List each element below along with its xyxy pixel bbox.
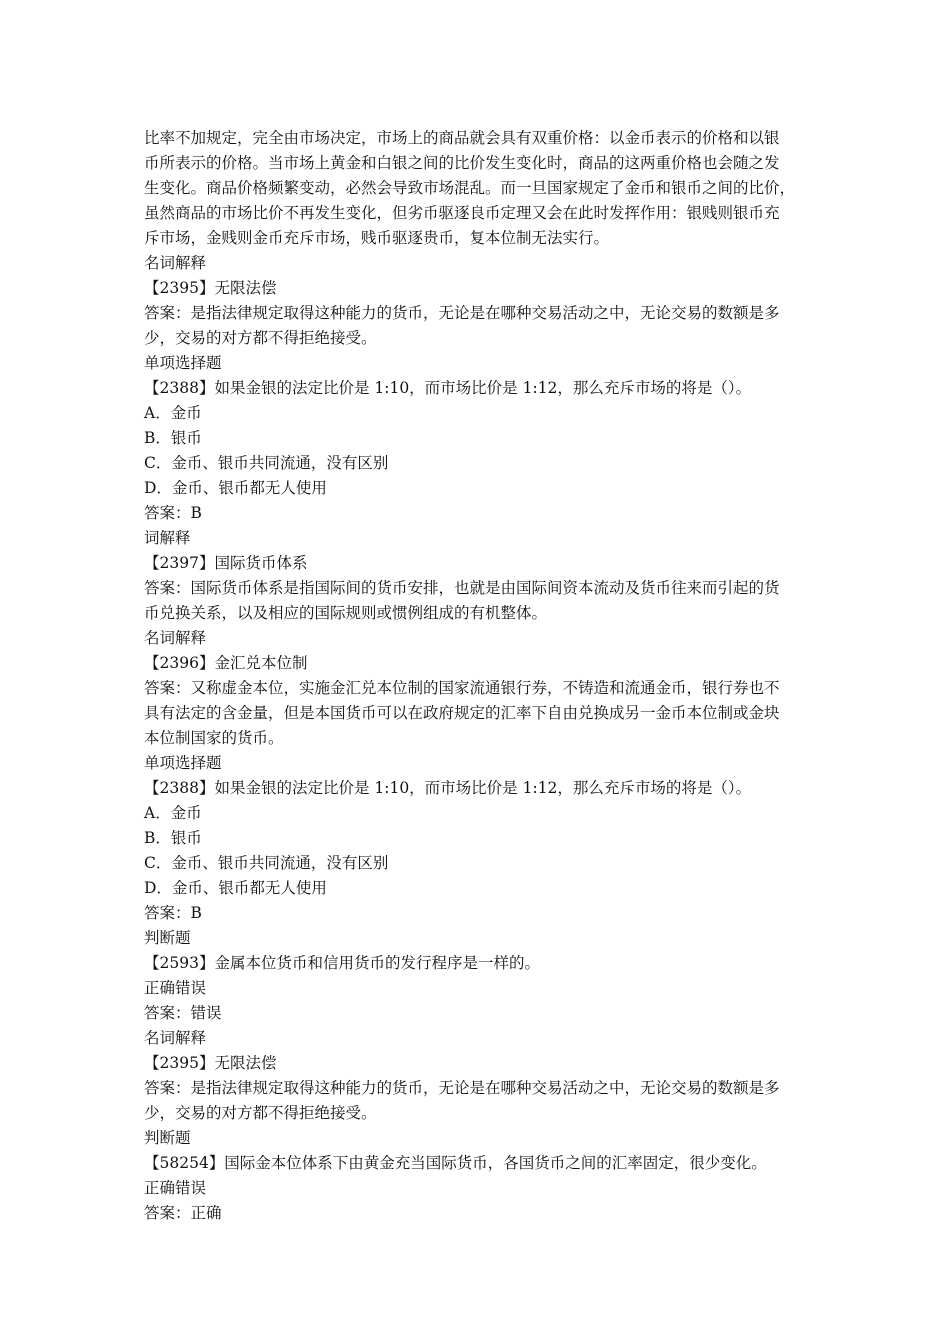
answer-paragraph	[144, 576, 816, 626]
answer-line: 答案：错误	[144, 1004, 222, 1022]
question-heading: 【2396】金汇兑本位制	[144, 654, 308, 672]
paragraph-line: 币兑换关系，以及相应的国际规则或惯例组成的有机整体。	[144, 604, 548, 622]
paragraph-line: 比率不加规定，完全由市场决定，市场上的商品就会具有双重价格：以金币表示的价格和以银	[144, 129, 780, 147]
true-false-options: 正确错误	[144, 1179, 207, 1197]
paragraph-line: 币所表示的价格。当市场上黄金和白银之间的比价发生变化时，商品的这两重价格也会随之发	[144, 154, 780, 172]
question-heading: 【2388】如果金银的法定比价是 1:10，而市场比价是 1:12，那么充斥市场的将是（）。	[144, 779, 752, 797]
true-false-options: 正确错误	[144, 979, 207, 997]
section-label: 判断题	[144, 1129, 191, 1147]
question-heading: 【2388】如果金银的法定比价是 1:10，而市场比价是 1:12，那么充斥市场的将是（）。	[144, 379, 752, 397]
option-item: A．金币	[144, 804, 202, 822]
option-item: A．金币	[144, 404, 202, 422]
answer-paragraph	[144, 301, 816, 351]
paragraph-line: 答案：是指法律规定取得这种能力的货币，无论是在哪种交易活动之中，无论交易的数额是多	[144, 1079, 780, 1097]
section-label: 单项选择题	[144, 754, 222, 772]
question-heading: 【2395】无限法偿	[144, 1054, 277, 1072]
paragraph-line: 生变化。商品价格频繁变动，必然会导致市场混乱。而一旦国家规定了金币和银币之间的比价，	[144, 179, 796, 197]
paragraph-line: 答案：又称虚金本位，实施金汇兑本位制的国家流通银行券，不铸造和流通金币，银行券也不	[144, 679, 780, 697]
text-paragraph	[144, 126, 816, 251]
answer-line: 答案：B	[144, 504, 202, 522]
paragraph-line: 少，交易的对方都不得拒绝接受。	[144, 1104, 377, 1122]
answer-line: 答案：B	[144, 904, 202, 922]
question-heading: 【2395】无限法偿	[144, 279, 277, 297]
option-item: D．金币、银币都无人使用	[144, 879, 327, 897]
section-label: 名词解释	[144, 254, 207, 272]
option-item: C．金币、银币共同流通，没有区别	[144, 454, 389, 472]
question-heading: 【2593】金属本位货币和信用货币的发行程序是一样的。	[144, 954, 540, 972]
paragraph-line: 虽然商品的市场比价不再发生变化，但劣币驱逐良币定理又会在此时发挥作用：银贱则银币充	[144, 204, 780, 222]
option-item: B．银币	[144, 829, 202, 847]
answer-paragraph	[144, 1076, 816, 1126]
section-label: 单项选择题	[144, 354, 222, 372]
paragraph-line: 答案：国际货币体系是指国际间的货币安排，也就是由国际间资本流动及货币往来而引起的货	[144, 579, 780, 597]
document-page	[144, 126, 816, 1226]
paragraph-line: 具有法定的含金量，但是本国货币可以在政府规定的汇率下自由兑换成另一金币本位制或金块	[144, 704, 780, 722]
answer-line: 答案：正确	[144, 1204, 222, 1222]
option-item: B．银币	[144, 429, 202, 447]
answer-paragraph	[144, 676, 816, 751]
option-item: C．金币、银币共同流通，没有区别	[144, 854, 389, 872]
paragraph-line: 本位制国家的货币。	[144, 729, 284, 747]
question-heading: 【2397】国际货币体系	[144, 554, 308, 572]
option-item: D．金币、银币都无人使用	[144, 479, 327, 497]
section-label: 名词解释	[144, 1029, 207, 1047]
paragraph-line: 少，交易的对方都不得拒绝接受。	[144, 329, 377, 347]
section-label: 判断题	[144, 929, 191, 947]
paragraph-line: 答案：是指法律规定取得这种能力的货币，无论是在哪种交易活动之中，无论交易的数额是多	[144, 304, 780, 322]
question-heading: 【58254】国际金本位体系下由黄金充当国际货币，各国货币之间的汇率固定，很少变化。	[144, 1154, 767, 1172]
paragraph-line: 斥市场，金贱则金币充斥市场，贱币驱逐贵币，复本位制无法实行。	[144, 229, 610, 247]
section-label: 名词解释	[144, 629, 207, 647]
section-label: 词解释	[144, 529, 191, 547]
